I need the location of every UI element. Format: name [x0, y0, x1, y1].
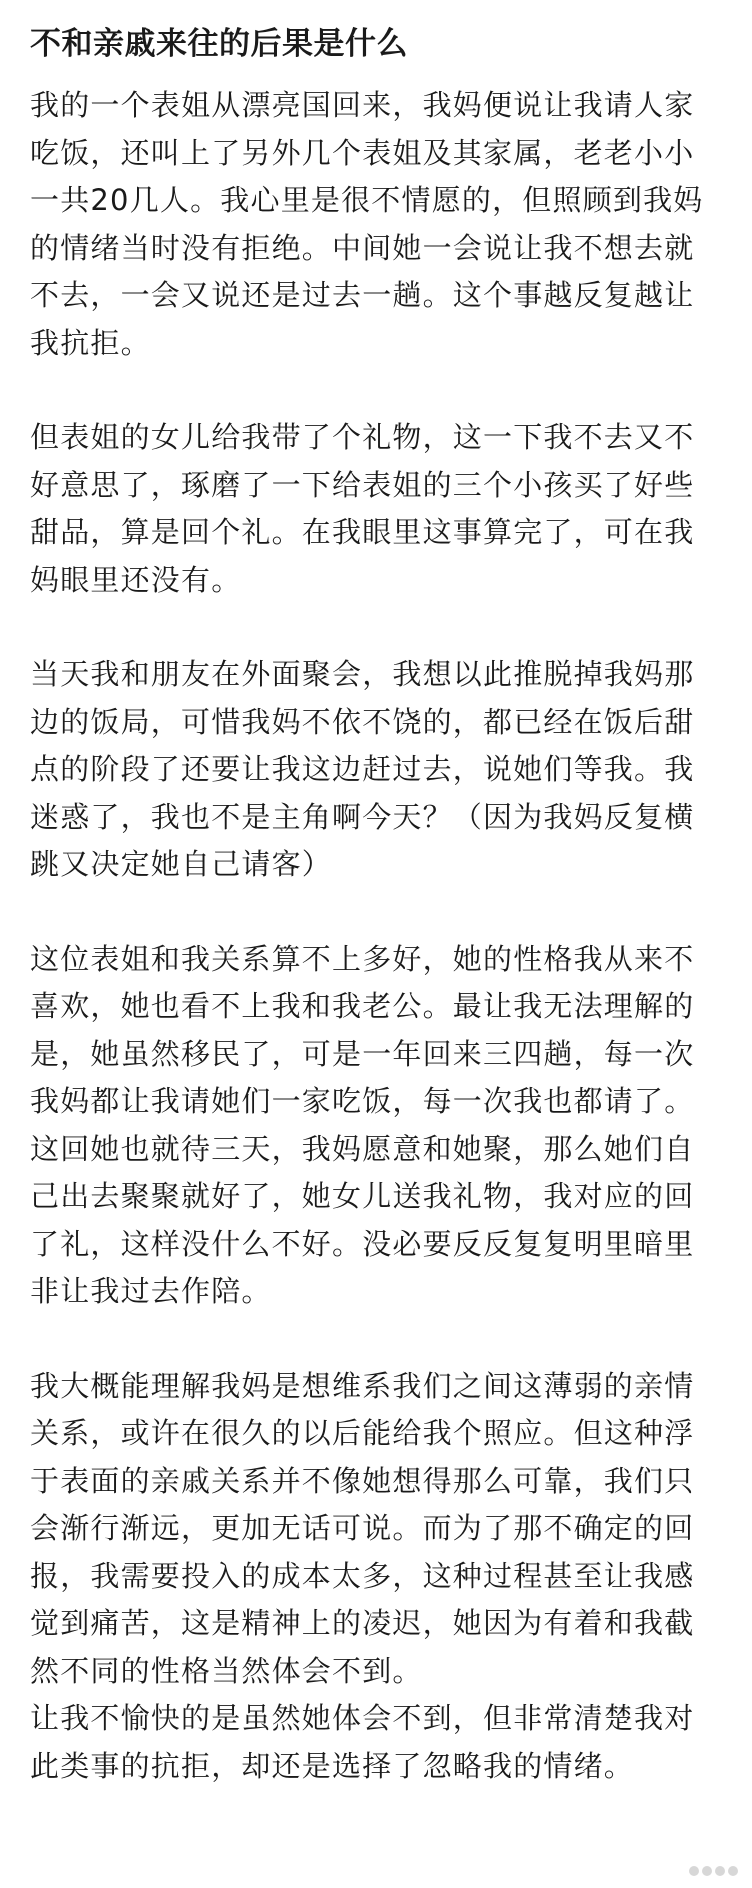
- paragraph-5: 我大概能理解我妈是想维系我们之间这薄弱的亲情关系，或许在很久的以后能给我个照应。但这种浮于表面的亲戚关系并不像她想得那么可靠，我们只会渐行渐远，更加无话可说。而为了那不确定的回报，我需要投入的成本太多，这种过程甚至让我感觉到痛苦，这是精神上的凌迟，她因为有着和我截然不同的性格当然体会不到。: [30, 1368, 695, 1688]
- watermark-dots-icon: [689, 1866, 738, 1876]
- paragraph-spacer: [30, 367, 722, 414]
- paragraph-spacer: [30, 1316, 722, 1363]
- paragraph-6: 让我不愉快的是虽然她体会不到，但非常清楚我对此类事的抗拒，却还是选择了忽略我的情绪。: [30, 1701, 695, 1783]
- paragraph-4: 这位表姐和我关系算不上多好，她的性格我从来不喜欢，她也看不上我和我老公。最让我无法理解的是，她虽然移民了，可是一年回来三四趟，每一次我妈都让我请她们一家吃饭，每一次我也都请了。这回她也就待三天，我妈愿意和她聚，那么她们自己出去聚聚就好了，她女儿送我礼物，我对应的回了礼，这样没什么不好。没必要反反复复明里暗里非让我过去作陪。: [30, 941, 695, 1308]
- paragraph-spacer: [30, 604, 722, 651]
- article-title: 不和亲戚来往的后果是什么: [30, 26, 408, 62]
- paragraph-1: 我的一个表姐从漂亮国回来，我妈便说让我请人家吃饭，还叫上了另外几个表姐及其家属，老老小小一共20几人。我心里是很不情愿的，但照顾到我妈的情绪当时没有拒绝。中间她一会说让我不想去就不去，一会又说还是过去一趟。这个事越反复越让我抗拒。: [30, 88, 704, 360]
- paragraph-3: 当天我和朋友在外面聚会，我想以此推脱掉我妈那边的饭局，可惜我妈不依不饶的，都已经在饭后甜点的阶段了还要让我这边赶过去，说她们等我。我迷惑了，我也不是主角啊今天？（因为我妈反复横跳又决定她自己请客）: [30, 657, 695, 881]
- paragraph-spacer: [30, 889, 722, 936]
- paragraph-2: 但表姐的女儿给我带了个礼物，这一下我不去又不好意思了，琢磨了一下给表姐的三个小孩买了好些甜品，算是回个礼。在我眼里这事算完了，可在我妈眼里还没有。: [30, 420, 695, 597]
